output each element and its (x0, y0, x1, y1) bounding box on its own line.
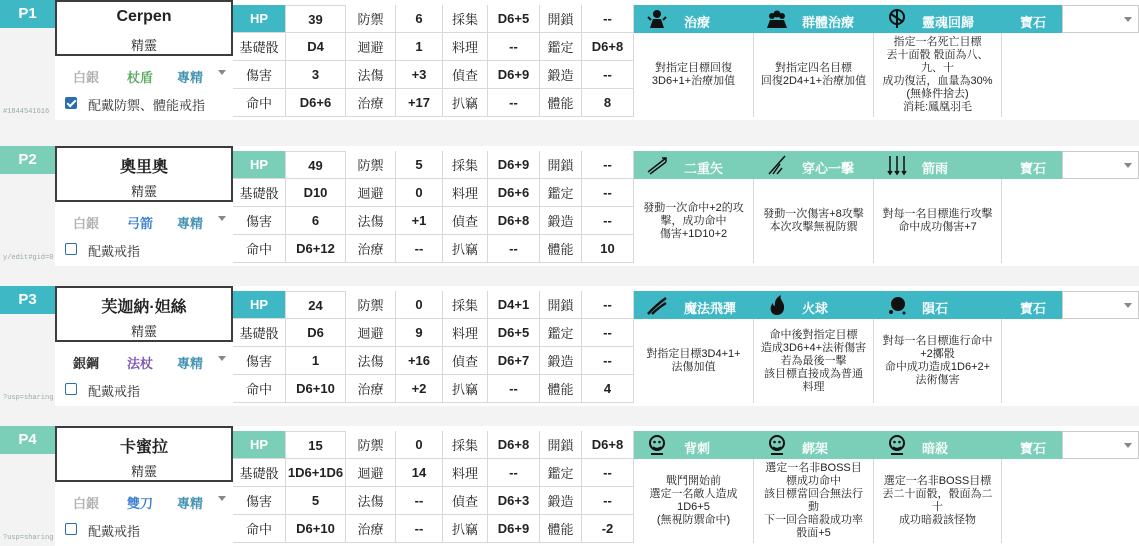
ring-row (55, 518, 233, 544)
skill-header (874, 5, 1002, 33)
stat-value: -- (488, 89, 540, 117)
character-card (0, 0, 1139, 120)
skill-name: 治療 (684, 15, 711, 30)
stat-label: 治療 (346, 235, 396, 263)
skill-description: 對指定目標回復 3D6+1+治療加值 (634, 33, 754, 117)
character-name-box[interactable] (55, 426, 233, 482)
stat-value: 6 (396, 5, 443, 33)
ring-row (55, 92, 233, 118)
character-name-box[interactable] (55, 286, 233, 342)
gem-select[interactable] (1062, 291, 1139, 319)
assassinate-icon (886, 434, 908, 456)
stat-value: 8 (582, 89, 634, 117)
character-race: 精靈 (130, 38, 157, 53)
ring-checkbox[interactable] (65, 383, 77, 395)
sheet-link-text: y/edit#gid=0 (3, 254, 54, 262)
stat-label: 偵查 (443, 207, 488, 235)
character-name: 芙迦納·妲絲 (101, 299, 187, 316)
stat-label: HP (233, 431, 286, 459)
character-race: 精靈 (130, 464, 157, 479)
skill-name: 暗殺 (922, 441, 949, 456)
skill-header (754, 431, 874, 459)
player-tag: P3 (0, 286, 55, 314)
gem-header (1002, 291, 1062, 319)
magic-missile-icon (646, 294, 668, 316)
gem-label: 寶石 (1020, 161, 1047, 176)
stat-label: 傷害 (233, 61, 286, 89)
gem-label: 寶石 (1020, 15, 1047, 30)
gem-header (1002, 151, 1062, 179)
stat-value: -- (582, 459, 634, 487)
stat-value: D6+6 (286, 89, 346, 117)
ring-label: 配戴戒指 (88, 244, 141, 259)
stat-label: HP (233, 5, 286, 33)
stat-label: 法傷 (346, 347, 396, 375)
stat-value: 5 (286, 487, 346, 515)
stat-label: 法傷 (346, 207, 396, 235)
stat-value: 10 (582, 235, 634, 263)
stat-label: 鑑定 (540, 33, 582, 61)
stat-label: 防禦 (346, 291, 396, 319)
stat-value: 9 (396, 319, 443, 347)
skill-header (874, 291, 1002, 319)
stat-label: 基礎骰 (233, 179, 286, 207)
stat-label: 鑑定 (540, 459, 582, 487)
stat-label: 料理 (443, 179, 488, 207)
skill-header (754, 5, 874, 33)
armor-material: 白銀 (73, 496, 100, 511)
stat-label: 迴避 (346, 459, 396, 487)
gem-select[interactable] (1062, 5, 1139, 33)
ring-label: 配戴戒指 (88, 384, 141, 399)
stat-label: 法傷 (346, 487, 396, 515)
stat-value: 3 (286, 61, 346, 89)
stat-label: 鍛造 (540, 61, 582, 89)
skill-name: 靈魂回歸 (922, 15, 975, 30)
character-race: 精靈 (130, 324, 157, 339)
stat-value: 14 (396, 459, 443, 487)
skill-name: 群體治療 (802, 15, 855, 30)
stat-label: 開鎖 (540, 5, 582, 33)
stat-value: 0 (396, 179, 443, 207)
stat-label: 料理 (443, 459, 488, 487)
stat-value: -- (396, 515, 443, 543)
stat-value: D4 (286, 33, 346, 61)
stat-value: -- (488, 235, 540, 263)
stat-value: 5 (396, 151, 443, 179)
character-name-box[interactable] (55, 0, 233, 56)
stat-value: +3 (396, 61, 443, 89)
stat-value: D6 (286, 319, 346, 347)
character-race: 精靈 (130, 184, 157, 199)
gem-header (1002, 5, 1062, 33)
stat-value: D6+12 (286, 235, 346, 263)
stat-value: +2 (396, 375, 443, 403)
stat-value: D6+9 (488, 61, 540, 89)
character-card (0, 146, 1139, 266)
stat-label: 防禦 (346, 151, 396, 179)
stat-label: 基礎骰 (233, 33, 286, 61)
stat-value: D6+9 (488, 151, 540, 179)
sheet-link-text: #1844541616 (3, 108, 50, 116)
skill-header (874, 431, 1002, 459)
stat-value: -- (488, 375, 540, 403)
double-arrow-icon (646, 154, 668, 176)
stat-value: +17 (396, 89, 443, 117)
skill-name: 魔法飛彈 (684, 301, 737, 316)
stat-label: 開鎖 (540, 431, 582, 459)
stat-label: 迴避 (346, 319, 396, 347)
ring-row (55, 238, 233, 264)
pierce-icon (766, 154, 788, 176)
stat-label: 扒竊 (443, 515, 488, 543)
skill-description: 戰鬥開始前 選定一名敵人造成 1D6+5 (無視防禦命中) (634, 459, 754, 543)
skill-name: 隕石 (922, 301, 949, 316)
meteor-icon (886, 294, 908, 316)
stat-label: 治療 (346, 375, 396, 403)
proficiency-label: 專精 (177, 496, 204, 511)
ring-checkbox[interactable] (65, 523, 77, 535)
stat-value: D6+5 (488, 5, 540, 33)
stat-label: 傷害 (233, 347, 286, 375)
stat-label: 扒竊 (443, 235, 488, 263)
stat-label: HP (233, 291, 286, 319)
player-tag-spacer (0, 454, 55, 546)
skill-name: 火球 (802, 301, 829, 316)
stat-value: -- (582, 5, 634, 33)
stat-label: 扒竊 (443, 375, 488, 403)
stat-value: D6+8 (488, 207, 540, 235)
stat-label: 鍛造 (540, 487, 582, 515)
skill-description: 對每一名目標進行攻擊 命中成功傷害+7 (874, 179, 1002, 263)
stat-value: D6+3 (488, 487, 540, 515)
player-tag: P2 (0, 146, 55, 174)
stat-value: D6+9 (488, 515, 540, 543)
skill-description: 命中後對指定目標 造成3D6+4+法術傷害 若為最後一擊 該目標直接成為普通 料理 (754, 319, 874, 403)
proficiency-label: 專精 (177, 356, 204, 371)
stat-value: 0 (396, 291, 443, 319)
skill-name: 穿心一擊 (802, 161, 855, 176)
stat-value: -- (582, 319, 634, 347)
skill-description: 指定一名死亡目標 丟十面骰 骰面為八、 九、十 成功復活，血量為30% (無條件捨去) 消耗:鳳凰羽毛 (874, 33, 1002, 117)
skill-description: 選定一名非BOSS目 標成功命中 該目標當回合無法行 動 下一回合暗殺成功率 骰面+5 (754, 459, 874, 543)
stat-label: 基礎骰 (233, 319, 286, 347)
skill-header (754, 151, 874, 179)
stat-label: 治療 (346, 89, 396, 117)
group-heal-icon (766, 8, 788, 30)
character-name: 奧里奧 (119, 159, 168, 176)
stat-value: -- (582, 291, 634, 319)
stat-label: 命中 (233, 515, 286, 543)
ring-checkbox[interactable] (65, 243, 77, 255)
stat-label: 採集 (443, 151, 488, 179)
healer-icon (646, 8, 668, 30)
stat-label: 命中 (233, 89, 286, 117)
gem-select[interactable] (1062, 151, 1139, 179)
gem-select[interactable] (1062, 431, 1139, 459)
stat-label: 開鎖 (540, 151, 582, 179)
soul-return-icon (886, 8, 908, 30)
player-tag: P4 (0, 426, 55, 454)
stat-value: -- (396, 235, 443, 263)
stat-value: -- (582, 347, 634, 375)
stat-value: +16 (396, 347, 443, 375)
chevron-down-icon[interactable] (218, 216, 226, 221)
backstab-icon (646, 434, 668, 456)
stat-value: +1 (396, 207, 443, 235)
equipment-dropdown[interactable] (55, 348, 233, 374)
character-name: 卡蜜拉 (119, 439, 168, 456)
stat-value: D4+1 (488, 291, 540, 319)
stat-value: 4 (582, 375, 634, 403)
stat-label: 偵查 (443, 347, 488, 375)
stat-value: -- (582, 179, 634, 207)
stat-label: 鑑定 (540, 319, 582, 347)
character-card (0, 286, 1139, 406)
ring-label: 配戴戒指 (88, 524, 141, 539)
stat-label: 鍛造 (540, 347, 582, 375)
proficiency-label: 專精 (177, 216, 204, 231)
stat-value: 24 (286, 291, 346, 319)
stat-label: 料理 (443, 319, 488, 347)
player-tag: P1 (0, 0, 55, 28)
stat-label: 採集 (443, 291, 488, 319)
stat-label: HP (233, 151, 286, 179)
ring-label: 配戴防禦、體能戒指 (88, 98, 206, 113)
stat-value: 39 (286, 5, 346, 33)
stat-value: -- (488, 33, 540, 61)
stat-value: D6+10 (286, 375, 346, 403)
character-name: Cerpen (116, 8, 172, 25)
arrow-rain-icon (886, 154, 908, 176)
stat-label: 命中 (233, 235, 286, 263)
player-tag-spacer (0, 314, 55, 406)
stat-label: 偵查 (443, 61, 488, 89)
weapon-type: 弓箭 (127, 216, 154, 231)
skill-name: 二重矢 (684, 161, 724, 176)
stat-label: 料理 (443, 33, 488, 61)
proficiency-label: 專精 (177, 70, 204, 85)
player-tag-spacer (0, 174, 55, 266)
gem-label: 寶石 (1020, 301, 1047, 316)
ring-row (55, 378, 233, 404)
stat-value: 15 (286, 431, 346, 459)
fireball-icon (766, 294, 788, 316)
skill-header (634, 151, 754, 179)
stat-value: -2 (582, 515, 634, 543)
stat-value: 1 (396, 33, 443, 61)
skill-description: 發動一次命中+2的攻 擊，成功命中 傷害+1D10+2 (634, 179, 754, 263)
skill-description: 對指定目標3D4+1+ 法傷加值 (634, 319, 754, 403)
stat-value: D6+8 (582, 431, 634, 459)
stat-label: 體能 (540, 515, 582, 543)
stat-value: D6+8 (582, 33, 634, 61)
stat-label: 迴避 (346, 179, 396, 207)
weapon-type: 法杖 (127, 356, 154, 371)
stat-label: 採集 (443, 431, 488, 459)
stat-label: 法傷 (346, 61, 396, 89)
stat-label: 基礎骰 (233, 459, 286, 487)
stat-value: -- (582, 61, 634, 89)
stat-value: D6+8 (488, 431, 540, 459)
stat-value: D6+10 (286, 515, 346, 543)
stat-value: 1D6+1D6 (286, 459, 346, 487)
stat-value: 1 (286, 347, 346, 375)
stat-label: 採集 (443, 5, 488, 33)
skill-name: 背刺 (684, 441, 711, 456)
stat-label: 鑑定 (540, 179, 582, 207)
equipment-dropdown[interactable] (55, 208, 233, 234)
stat-value: 49 (286, 151, 346, 179)
ring-checkbox[interactable] (65, 97, 77, 109)
stat-label: 偵查 (443, 487, 488, 515)
chevron-down-icon[interactable] (218, 496, 226, 501)
skill-description: 選定一名非BOSS目標 丟二十面骰，骰面為二 十 成功暗殺該怪物 (874, 459, 1002, 543)
gem-label: 寶石 (1020, 441, 1047, 456)
stat-label: 迴避 (346, 33, 396, 61)
armor-material: 白銀 (73, 216, 100, 231)
stat-value: -- (396, 487, 443, 515)
weapon-type: 杖盾 (127, 70, 154, 85)
stat-label: 開鎖 (540, 291, 582, 319)
skill-description: 對每一名目標進行命中 +2擲骰 命中成功造成1D6+2+ 法術傷害 (874, 319, 1002, 403)
stat-label: 鍛造 (540, 207, 582, 235)
stat-label: 扒竊 (443, 89, 488, 117)
stat-value: D6+5 (488, 319, 540, 347)
stat-value: D6+6 (488, 179, 540, 207)
stat-value: D10 (286, 179, 346, 207)
skill-description: 對指定四名目標 回復2D4+1+治療加值 (754, 33, 874, 117)
stat-value: -- (582, 207, 634, 235)
stat-label: 傷害 (233, 207, 286, 235)
equipment-dropdown[interactable] (55, 488, 233, 514)
character-name-box[interactable] (55, 146, 233, 202)
skill-header (634, 291, 754, 319)
skill-description: 發動一次傷害+8攻擊 本次攻擊無視防禦 (754, 179, 874, 263)
stat-label: 命中 (233, 375, 286, 403)
skill-name: 綁架 (802, 441, 829, 456)
stat-label: 傷害 (233, 487, 286, 515)
stat-value: -- (488, 459, 540, 487)
stat-value: -- (582, 487, 634, 515)
player-tag-spacer (0, 28, 55, 120)
armor-material: 白銀 (73, 70, 100, 85)
gem-header (1002, 431, 1062, 459)
chevron-down-icon[interactable] (218, 356, 226, 361)
stat-label: 體能 (540, 89, 582, 117)
sheet-link-text: ?usp=sharing (3, 534, 54, 542)
stat-label: 防禦 (346, 5, 396, 33)
stat-value: 6 (286, 207, 346, 235)
kidnap-icon (766, 434, 788, 456)
sheet-link-text: ?usp=sharing (3, 394, 54, 402)
skill-header (754, 291, 874, 319)
stat-label: 體能 (540, 375, 582, 403)
stat-value: 0 (396, 431, 443, 459)
stat-value: D6+7 (488, 347, 540, 375)
chevron-down-icon[interactable] (218, 70, 226, 75)
character-card (0, 426, 1139, 546)
weapon-type: 雙刀 (127, 496, 154, 511)
armor-material: 銀鋼 (73, 356, 100, 371)
skill-header (634, 5, 754, 33)
skill-header (634, 431, 754, 459)
stat-label: 治療 (346, 515, 396, 543)
stat-label: 防禦 (346, 431, 396, 459)
skill-header (874, 151, 1002, 179)
stat-value: -- (582, 151, 634, 179)
stat-label: 體能 (540, 235, 582, 263)
equipment-dropdown[interactable] (55, 62, 233, 88)
skill-name: 箭雨 (922, 161, 949, 176)
